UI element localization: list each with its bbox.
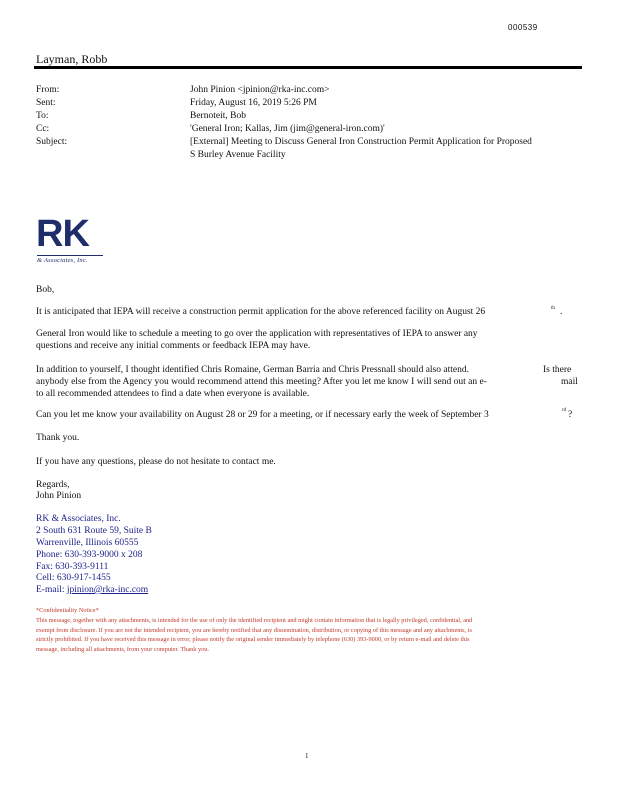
paragraph-1-sup: th	[551, 306, 555, 311]
cc-row	[36, 123, 576, 136]
to-label: To:	[36, 111, 49, 121]
mailbox-owner: Layman, Robb	[36, 52, 108, 66]
sent-label: Sent:	[36, 98, 56, 108]
paragraph-1-end: .	[560, 307, 563, 317]
paragraph-2	[36, 328, 586, 352]
paragraph-3-line-3: to all recommended attendees to find a date when everyone is available.	[36, 389, 310, 399]
greeting: Bob,	[36, 285, 55, 295]
confidentiality-text: This message, together with any attachments, is intended for the use of only the identified recipient and might contain information that is legally privileged, confidential, and exempt from disclosure. If you are not the intended recipient, you are hereby notified that any dissemination, distribution, or copying of this message and any attachments, is strictly prohibited. If you have received this message in error, please notify the original sender immediately by telephone (630) 393-9000, or by return e-mail and delete this message, including all attachments, from your computer. Thank you.	[36, 617, 473, 653]
paragraph-1	[36, 306, 586, 318]
subject-row	[36, 136, 576, 162]
subject-line-2: S Burley Avenue Facility	[190, 150, 286, 160]
regards: Regards,	[36, 480, 70, 490]
paragraph-1-text: It is anticipated that IEPA will receive a construction permit application for the above referenced facility on August 26	[36, 307, 486, 317]
paragraph-3	[36, 364, 586, 376]
paragraph-2-line-2: questions and receive any initial comments or feedback IEPA may have.	[36, 341, 311, 351]
from-label: From:	[36, 85, 60, 95]
from-value[interactable]: John Pinion <jpinion@rka-inc.com>	[190, 85, 330, 95]
sender-name: John Pinion	[36, 491, 82, 501]
to-row	[36, 110, 576, 123]
page-number: 1	[305, 752, 309, 760]
header-rule	[34, 66, 582, 69]
thanks: Thank you.	[36, 433, 80, 443]
sig-cell: Cell: 630-917-1455	[36, 573, 111, 583]
sig-fax: Fax: 630-393-9111	[36, 562, 109, 572]
confidentiality-title: *Confidentiality Notice*	[36, 607, 99, 614]
paragraph-3-line-2	[36, 376, 586, 388]
subject-line-1: [External] Meeting to Discuss General Iron Construction Permit Application for Proposed	[190, 137, 532, 147]
paragraph-3-line-2a: anybody else from the Agency you would recommend attend this meeting? After you let me know I will send out an e-	[36, 377, 487, 387]
paragraph-3-line-2b: mail	[561, 377, 578, 387]
sig-address-1: 2 South 631 Route 59, Suite B	[36, 526, 152, 536]
logo-rule	[37, 255, 103, 256]
paragraph-2-line-1: General Iron would like to schedule a meeting to go over the application with representatives of IEPA to answer any	[36, 329, 478, 339]
paragraph-3-line-1a: In addition to yourself, I thought identified Chris Romaine, German Barria and Chris Pressnall should also attend.	[36, 365, 469, 375]
cc-value[interactable]: 'General Iron; Kallas, Jim (jim@general-iron.com)'	[190, 124, 385, 134]
subject-label: Subject:	[36, 137, 68, 147]
paragraph-4-sup: rd	[562, 408, 567, 413]
paragraph-5: If you have any questions, please do not hesitate to contact me.	[36, 457, 276, 467]
sig-address-2: Warrenville, Illinois 60555	[36, 538, 139, 548]
sent-row	[36, 97, 576, 110]
logo-subtitle: & Associates, Inc.	[37, 257, 88, 264]
sig-email-link[interactable]: jpinion@rka-inc.com	[66, 585, 149, 595]
logo-text: RK	[36, 213, 89, 255]
sig-email-label: E-mail:	[36, 585, 65, 595]
paragraph-3-line-1b: Is there	[543, 365, 572, 375]
document-number: 000539	[508, 23, 538, 32]
sig-company: RK & Associates, Inc.	[36, 514, 121, 524]
subject-value	[190, 136, 570, 162]
paragraph-4	[36, 409, 586, 421]
paragraph-4-text: Can you let me know your availability on August 28 or 29 for a meeting, or if necessary early the week of September 3	[36, 410, 489, 420]
cc-label: Cc:	[36, 124, 50, 134]
sig-email-row	[36, 584, 586, 596]
to-value[interactable]: Bernoteit, Bob	[190, 111, 246, 121]
sig-phone: Phone: 630-393-9000 x 208	[36, 550, 143, 560]
from-row	[36, 84, 576, 97]
paragraph-4-end: ?	[568, 410, 573, 420]
sent-value: Friday, August 16, 2019 5:26 PM	[190, 98, 317, 108]
